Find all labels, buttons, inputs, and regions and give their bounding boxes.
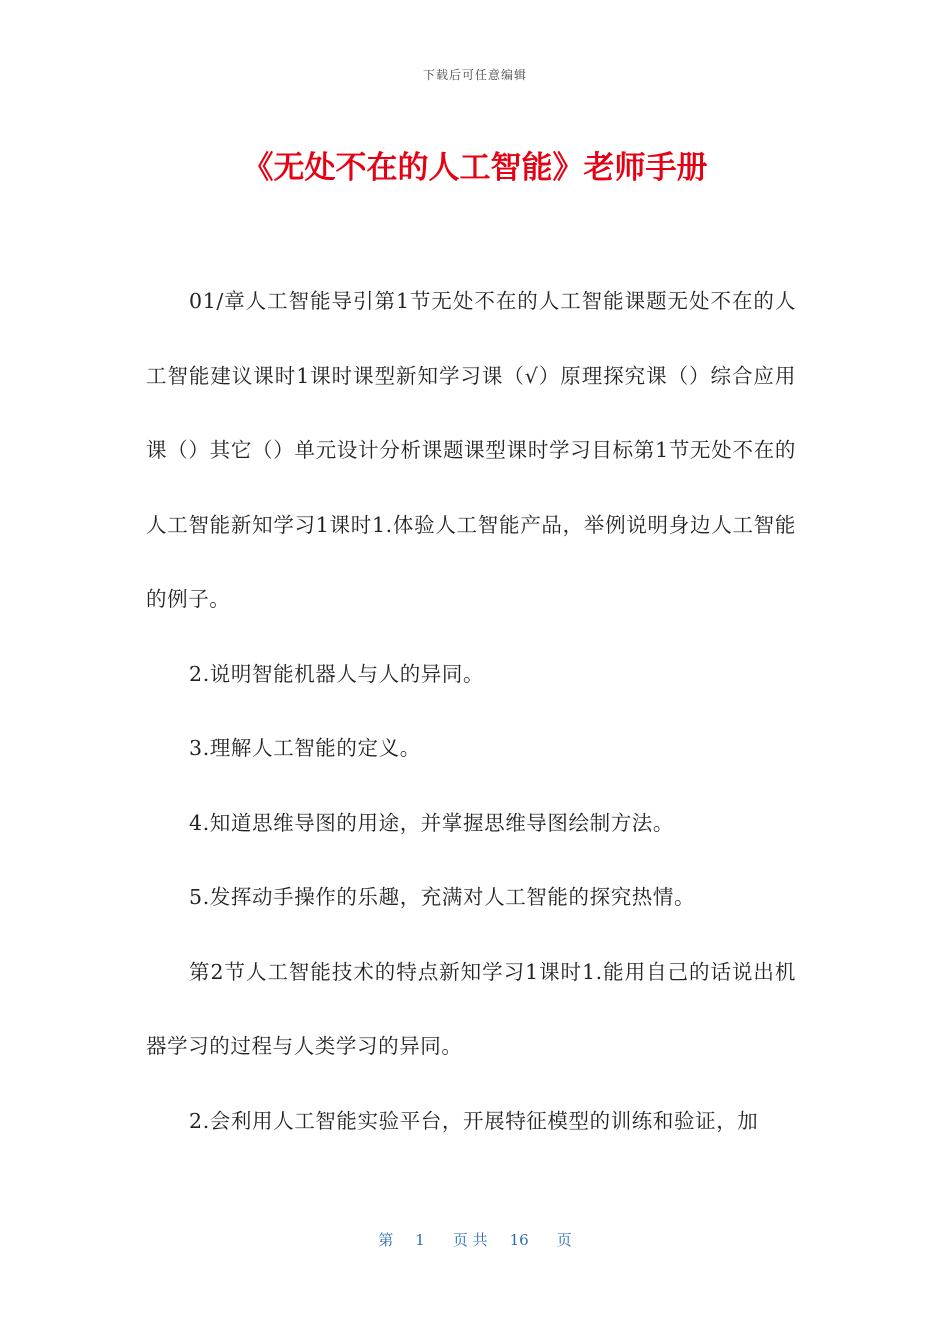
paragraph-3: 3.理解人工智能的定义。 xyxy=(189,736,421,760)
document-title: 《无处不在的人工智能》老师手册 xyxy=(242,150,708,186)
page-header-note: 下载后可任意编辑 xyxy=(422,68,527,82)
paragraph-1: 01/章人工智能导引第1节无处不在的人工智能课题无处不在的人工智能建议课时1课时课型新知学习课（√）原理探究课（）综合应用课（）其它（）单元设计分析课题课型课时学习目标第1节无处不在的人工智能新知学习1课时1.体验人工智能产品，举例说明身边人工智能的例子。 xyxy=(146,289,796,611)
footer-page-middle: 页 共 xyxy=(452,1231,488,1249)
footer-page-total: 16 xyxy=(509,1231,529,1249)
footer-page-suffix: 页 xyxy=(556,1231,572,1249)
footer-page-prefix: 第 xyxy=(378,1231,394,1249)
paragraph-7: 2.会利用人工智能实验平台，开展特征模型的训练和验证，加 xyxy=(189,1108,759,1133)
footer-page-number: 1 xyxy=(415,1231,425,1249)
paragraph-5: 5.发挥动手操作的乐趣，充满对人工智能的探究热情。 xyxy=(189,885,696,909)
paragraph-4: 4.知道思维导图的用途，并掌握思维导图绘制方法。 xyxy=(189,810,675,835)
paragraph-2: 2.说明智能机器人与人的异同。 xyxy=(189,661,485,686)
document-body xyxy=(146,264,796,1158)
page-footer xyxy=(0,1229,950,1250)
paragraph-6: 第2节人工智能技术的特点新知学习1课时1.能用自己的话说出机器学习的过程与人类学习的异同。 xyxy=(146,959,796,1058)
